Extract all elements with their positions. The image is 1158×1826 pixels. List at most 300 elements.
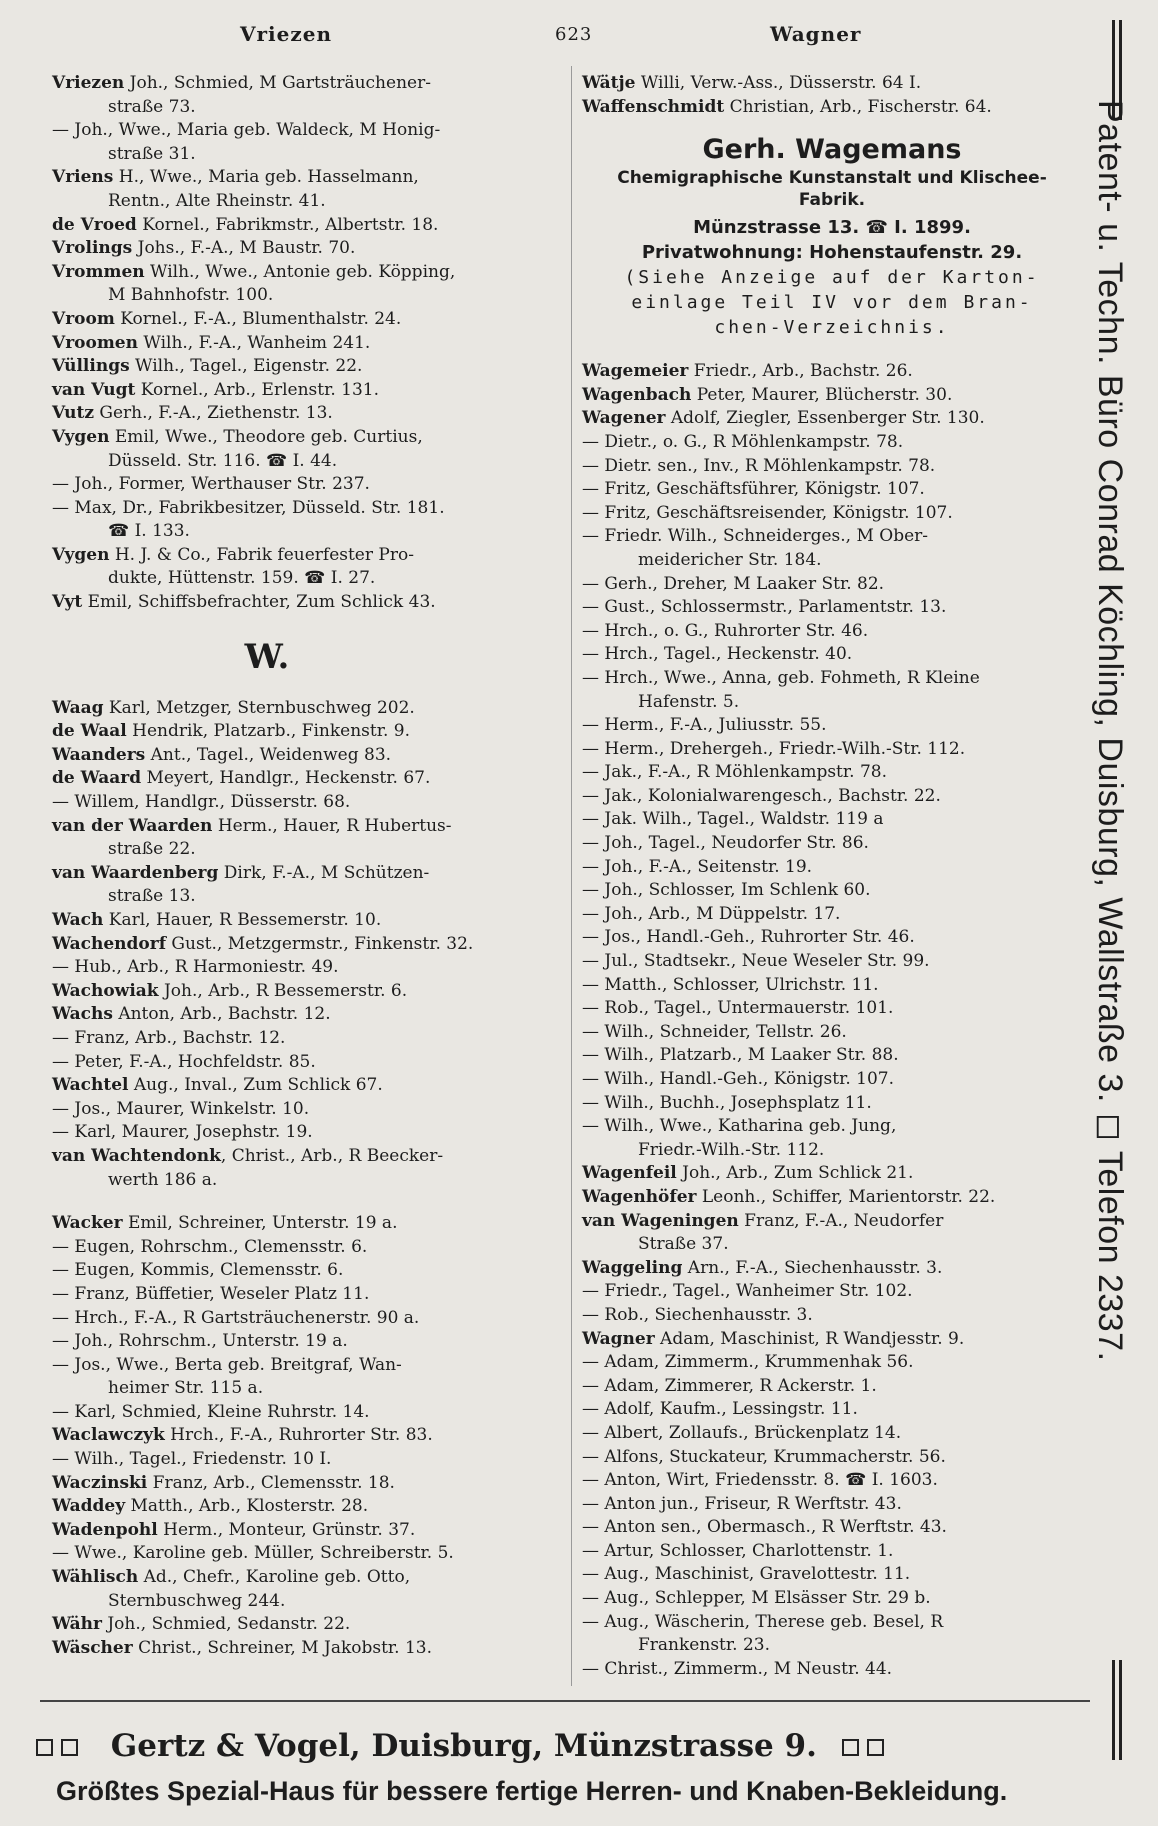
entry-details: — Aug., Maschinist, Gravelottestr. 11. — [582, 1564, 911, 1585]
box-ornament — [36, 1739, 53, 1756]
directory-entry — [582, 1139, 1082, 1163]
entry-surname: Vygen — [52, 426, 110, 447]
entry-details: Willi, Verw.-Ass., Düsserstr. 64 I. — [635, 73, 922, 93]
directory-entry — [52, 1472, 562, 1496]
directory-entry — [52, 1169, 562, 1193]
directory-entry — [582, 808, 1082, 832]
directory-entry — [582, 502, 1082, 526]
entry-details: — Fritz, Geschäftsführer, Königstr. 107. — [582, 479, 925, 500]
running-head-right: Wagner — [770, 22, 862, 46]
entry-surname: Wadenpohl — [52, 1519, 158, 1540]
directory-entry — [582, 879, 1082, 903]
entry-details: — Anton jun., Friseur, R Werftstr. 43. — [582, 1493, 902, 1514]
entry-details: — Jos., Maurer, Winkelstr. 10. — [52, 1098, 310, 1119]
directory-entry — [582, 643, 1082, 667]
directory-entry — [582, 1233, 1082, 1257]
directory-entry — [582, 1115, 1082, 1139]
entry-surname: Waag — [52, 697, 104, 718]
entry-details: — Wilh., Handl.-Geh., Königstr. 107. — [582, 1069, 895, 1089]
entry-details: Peter, Maurer, Blücherstr. 30. — [691, 384, 953, 405]
entry-details: dukte, Hüttenstr. 159. ☎ I. 27. — [108, 568, 376, 589]
entry-surname: van Wachtendonk — [52, 1145, 221, 1166]
entry-details: Emil, Schreiner, Unterstr. 19 a. — [122, 1213, 398, 1234]
entry-surname: Wagenbach — [582, 384, 692, 405]
entry-details: — Wwe., Karoline geb. Müller, Schreiberstr. 5. — [52, 1543, 454, 1564]
entry-details: — Albert, Zollaufs., Brückenplatz 14. — [582, 1422, 902, 1443]
directory-entry — [582, 1563, 1082, 1587]
entry-details: — Hub., Arb., R Harmoniestr. 49. — [52, 957, 339, 978]
entry-details: — Wilh., Buchh., Josephsplatz 11. — [582, 1092, 872, 1113]
entry-details: Johs., F.-A., M Baustr. 70. — [132, 238, 356, 259]
entry-surname: Wagenfeil — [582, 1163, 677, 1184]
box-ornament — [61, 1739, 78, 1756]
entry-details: — Adolf, Kaufm., Lessingstr. 11. — [582, 1399, 858, 1420]
directory-entry — [52, 933, 562, 957]
entry-details: — Joh., Tagel., Neudorfer Str. 86. — [582, 833, 869, 854]
directory-entry — [52, 497, 562, 521]
directory-entry — [582, 360, 1082, 384]
entry-surname: Waffenschmidt — [582, 96, 725, 117]
section-letter: W. — [244, 636, 290, 677]
entry-details: Sternbuschweg 244. — [108, 1590, 286, 1611]
entry-surname: Wachtel — [52, 1075, 129, 1096]
side-advert-text: Patent- u. Techn. Büro Conrad Köchling, Duisburg, Wallstraße 3. ◻ Telefon 2337. — [1091, 100, 1129, 1362]
advert-note: (Siehe Anzeige auf der Karton- — [624, 267, 1040, 289]
entry-details: Joh., Schmied, M Gartsträuchener- — [124, 73, 431, 93]
entry-details: — Wilh., Schneider, Tellstr. 26. — [582, 1021, 847, 1042]
entry-details: — Eugen, Kommis, Clemensstr. 6. — [52, 1260, 344, 1281]
directory-entry — [52, 697, 562, 721]
entry-details: — Max, Dr., Fabrikbesitzer, Düsseld. Str. 181. — [52, 497, 445, 518]
right-column-entries — [582, 360, 1082, 1681]
directory-entry — [582, 1469, 1082, 1493]
directory-entry — [582, 761, 1082, 785]
entry-details: Hendrik, Platzarb., Finkenstr. 9. — [126, 721, 411, 742]
directory-entry — [52, 1354, 562, 1378]
entry-details: — Wilh., Platzarb., M Laaker Str. 88. — [582, 1045, 899, 1066]
entry-surname: Vroomen — [52, 332, 138, 353]
directory-entry — [52, 284, 562, 308]
directory-entry — [582, 1587, 1082, 1611]
entry-surname: Wätje — [582, 73, 636, 93]
directory-entry — [52, 308, 562, 332]
entry-details: — Christ., Zimmerm., M Neustr. 44. — [582, 1658, 893, 1679]
advert-private: Privatwohnung: Hohenstaufenstr. 29. — [641, 242, 1023, 264]
directory-entry — [582, 1493, 1082, 1517]
entry-details: — Jos., Handl.-Geh., Ruhrorter Str. 46. — [582, 927, 915, 948]
right-column — [582, 72, 1082, 1681]
entry-details: — Adam, Zimmerer, R Ackerstr. 1. — [582, 1375, 877, 1396]
directory-entry — [52, 1003, 562, 1027]
entry-details: H., Wwe., Maria geb. Hasselmann, — [113, 167, 419, 188]
directory-entry — [582, 549, 1082, 573]
directory-entry — [582, 478, 1082, 502]
directory-entry — [582, 1351, 1082, 1375]
entry-details: — Karl, Schmied, Kleine Ruhrstr. 14. — [52, 1401, 370, 1422]
entry-details: Franz, F.-A., Neudorfer — [738, 1210, 944, 1231]
entry-details: — Dietr., o. G., R Möhlenkampstr. 78. — [582, 431, 904, 452]
entry-surname: de Waard — [52, 768, 142, 789]
box-ornament — [842, 1739, 859, 1756]
directory-entry — [582, 997, 1082, 1021]
directory-entry — [52, 473, 562, 497]
entry-details: — Joh., Former, Werthauser Str. 237. — [52, 474, 370, 495]
directory-entry — [582, 738, 1082, 762]
entry-surname: Waczinski — [52, 1472, 148, 1493]
entry-surname: van der Waarden — [52, 815, 213, 836]
directory-entry — [52, 1519, 562, 1543]
directory-entry — [52, 355, 562, 379]
directory-entry — [52, 767, 562, 791]
entry-details: — Rob., Tagel., Untermauerstr. 101. — [582, 998, 894, 1019]
entry-details: Rentn., Alte Rheinstr. 41. — [108, 190, 326, 211]
entry-details: — Hrch., o. G., Ruhrorter Str. 46. — [582, 620, 869, 641]
directory-entry — [582, 1021, 1082, 1045]
directory-entry — [582, 525, 1082, 549]
entry-details: , Christ., Arb., R Beecker- — [220, 1145, 444, 1166]
advert-address: Münzstrasse 13. ☎ I. 1899. — [693, 217, 971, 239]
entry-surname: Wach — [52, 910, 104, 930]
entry-surname: Vriens — [52, 167, 114, 188]
entry-details: Wilh., Wwe., Antonie geb. Köpping, — [144, 261, 456, 282]
entry-details: — Jak. Wilh., Tagel., Waldstr. 119 a — [582, 809, 884, 830]
entry-surname: Wachowiak — [52, 980, 159, 1001]
directory-entry — [582, 431, 1082, 455]
directory-entry — [582, 1611, 1082, 1635]
entry-surname: de Waal — [52, 721, 127, 742]
directory-entry — [582, 785, 1082, 809]
entry-details: — Adam, Zimmerm., Krummenhak 56. — [582, 1352, 914, 1373]
entry-details: — Joh., Rohrschm., Unterstr. 19 a. — [52, 1331, 348, 1352]
entry-details: — Friedr., Tagel., Wanheimer Str. 102. — [582, 1281, 913, 1302]
running-head-left: Vriezen — [240, 22, 332, 46]
page-number: 623 — [555, 24, 593, 45]
directory-entry — [582, 1210, 1082, 1234]
directory-entry — [52, 190, 562, 214]
left-column — [52, 72, 562, 1660]
directory-entry — [52, 862, 562, 886]
directory-entry — [582, 667, 1082, 691]
entry-details: Christian, Arb., Fischerstr. 64. — [724, 96, 992, 117]
entry-surname: Vrolings — [52, 238, 133, 259]
directory-entry — [52, 815, 562, 839]
entry-details: — Rob., Siechenhausstr. 3. — [582, 1304, 813, 1325]
entry-details: — Jos., Wwe., Berta geb. Breitgraf, Wan- — [52, 1354, 402, 1375]
directory-entry — [582, 1516, 1082, 1540]
entry-surname: Vriezen — [52, 73, 125, 93]
entry-surname: Wagemeier — [582, 361, 689, 382]
spacer — [52, 1192, 562, 1212]
directory-entry — [52, 119, 562, 143]
entry-surname: Wagner — [582, 1328, 655, 1349]
directory-entry — [52, 450, 562, 474]
directory-entry — [52, 332, 562, 356]
entry-details: Hrch., F.-A., Ruhrorter Str. 83. — [164, 1425, 433, 1446]
directory-entry — [52, 1566, 562, 1590]
entry-details: — Peter, F.-A., Hochfeldstr. 85. — [52, 1051, 316, 1072]
directory-entry — [52, 1590, 562, 1614]
directory-entry — [52, 1236, 562, 1260]
directory-entry — [582, 1634, 1082, 1658]
directory-entry — [582, 1398, 1082, 1422]
entry-surname: Vyt — [52, 592, 83, 613]
entry-details: Adam, Maschinist, R Wandjesstr. 9. — [654, 1328, 965, 1349]
entry-details: Meyert, Handlgr., Heckenstr. 67. — [141, 768, 431, 789]
directory-entry — [52, 567, 562, 591]
entry-details: Herm., Monteur, Grünstr. 37. — [157, 1519, 416, 1540]
directory-entry — [52, 544, 562, 568]
entry-surname: Waclawczyk — [52, 1425, 165, 1446]
entry-details: — Aug., Wäscherin, Therese geb. Besel, R — [582, 1611, 944, 1632]
entry-surname: Vroom — [52, 308, 115, 329]
directory-entry — [582, 903, 1082, 927]
entry-surname: Waanders — [52, 744, 146, 765]
footer-advert-line1 — [36, 1728, 1096, 1764]
entry-surname: Wachs — [52, 1004, 113, 1025]
entry-details: — Anton sen., Obermasch., R Werftstr. 43. — [582, 1517, 947, 1538]
entry-details: Arn., F.-A., Siechenhausstr. 3. — [682, 1257, 943, 1278]
directory-entry — [582, 573, 1082, 597]
footer-advert-line2: Größtes Spezial-Haus für bessere fertige Herren- und Knaben-Bekleidung. — [56, 1776, 1008, 1806]
entry-details: Straße 37. — [638, 1234, 729, 1255]
entry-details: — Franz, Büffetier, Weseler Platz 11. — [52, 1283, 370, 1304]
entry-details: Ad., Chefr., Karoline geb. Otto, — [138, 1567, 411, 1588]
entry-details: — Aug., Schlepper, M Elsässer Str. 29 b. — [582, 1588, 931, 1609]
directory-entry — [582, 1044, 1082, 1068]
entry-details: Aug., Inval., Zum Schlick 67. — [128, 1075, 383, 1096]
entry-details: — Friedr. Wilh., Schneiderges., M Ober- — [582, 526, 929, 547]
directory-entry — [52, 1259, 562, 1283]
entry-details: Christ., Schreiner, M Jakobstr. 13. — [132, 1637, 433, 1658]
directory-entry — [52, 1542, 562, 1566]
entry-details: — Herm., F.-A., Juliusstr. 55. — [582, 715, 827, 736]
advert-subtitle: Chemigraphische Kunstanstalt und Klischee- — [617, 168, 1047, 189]
directory-entry — [582, 974, 1082, 998]
entry-details: — Hrch., Tagel., Heckenstr. 40. — [582, 644, 853, 665]
directory-entry — [52, 1637, 562, 1661]
entry-details: — Anton, Wirt, Friedensstr. 8. ☎ I. 1603. — [582, 1470, 938, 1491]
entry-details: — Willem, Handlgr., Düsserstr. 68. — [52, 792, 351, 813]
entry-details: ☎ I. 133. — [108, 521, 190, 542]
directory-entry — [52, 426, 562, 450]
directory-entry — [582, 96, 1082, 120]
directory-entry — [52, 143, 562, 167]
directory-entry — [582, 714, 1082, 738]
directory-entry — [582, 620, 1082, 644]
entry-details: Ant., Tagel., Weidenweg 83. — [145, 744, 392, 765]
directory-entry — [52, 1448, 562, 1472]
entry-details: straße 22. — [108, 839, 196, 860]
entry-details: H. J. & Co., Fabrik feuerfester Pro- — [109, 544, 414, 565]
entry-surname: van Wageningen — [582, 1210, 739, 1231]
entry-details: — Joh., Arb., M Düppelstr. 17. — [582, 903, 841, 924]
entry-details: straße 31. — [108, 143, 196, 164]
entry-details: Wilh., Tagel., Eigenstr. 22. — [129, 356, 363, 377]
directory-entry — [582, 832, 1082, 856]
directory-entry — [582, 1280, 1082, 1304]
entry-surname: van Vugt — [52, 379, 136, 400]
directory-entry — [52, 1027, 562, 1051]
entry-details: — Franz, Arb., Bachstr. 12. — [52, 1027, 286, 1048]
entry-details: M Bahnhofstr. 100. — [108, 285, 274, 306]
directory-entry — [52, 1212, 562, 1236]
entry-details: — Herm., Drehergeh., Friedr.-Wilh.-Str. 112. — [582, 738, 966, 759]
entry-details: Düsseld. Str. 116. ☎ I. 44. — [108, 450, 338, 471]
entry-details: Karl, Metzger, Sternbuschweg 202. — [103, 697, 415, 718]
entry-details: — Wilh., Wwe., Katharina geb. Jung, — [582, 1116, 897, 1137]
entry-surname: van Waardenberg — [52, 862, 219, 883]
directory-entry — [52, 1401, 562, 1425]
directory-entry — [52, 1424, 562, 1448]
directory-entry — [52, 1145, 562, 1169]
directory-entry — [582, 1375, 1082, 1399]
advert-subtitle-2: Fabrik. — [798, 190, 866, 211]
entry-surname: Wäscher — [52, 1637, 133, 1658]
entry-details: straße 13. — [108, 886, 196, 907]
directory-entry — [582, 691, 1082, 715]
footer-rule — [40, 1700, 1090, 1702]
directory-entry — [52, 1307, 562, 1331]
entry-details: — Dietr. sen., Inv., R Möhlenkampstr. 78. — [582, 455, 936, 476]
entry-surname: Vrommen — [52, 261, 145, 282]
directory-entry — [582, 1328, 1082, 1352]
box-ornament — [867, 1739, 884, 1756]
entry-details: — Hrch., F.-A., R Gartsträuchenerstr. 90 a. — [52, 1307, 420, 1328]
directory-entry — [582, 1304, 1082, 1328]
entry-details: — Jak., F.-A., R Möhlenkampstr. 78. — [582, 762, 887, 783]
directory-entry — [52, 379, 562, 403]
directory-entry — [52, 1613, 562, 1637]
entry-details: Gerh., F.-A., Ziethenstr. 13. — [93, 403, 333, 424]
entry-surname: Wacker — [52, 1213, 123, 1234]
entry-details: Herm., Hauer, R Hubertus- — [212, 815, 452, 836]
entry-details: — Karl, Maurer, Josephstr. 19. — [52, 1122, 313, 1143]
directory-entry — [52, 72, 562, 96]
entry-details: Hafenstr. 5. — [638, 691, 740, 712]
directory-entry — [582, 1257, 1082, 1281]
entry-surname: de Vroed — [52, 214, 137, 235]
entry-details: — Hrch., Wwe., Anna, geb. Fohmeth, R Kleine — [582, 667, 980, 688]
entry-details: Leonh., Schiffer, Marientorstr. 22. — [696, 1186, 996, 1207]
entry-surname: Währ — [52, 1614, 102, 1635]
directory-entry — [582, 455, 1082, 479]
directory-entry — [52, 720, 562, 744]
entry-details: Matth., Arb., Klosterstr. 28. — [125, 1496, 369, 1517]
directory-entry — [52, 1283, 562, 1307]
entry-surname: Wählisch — [52, 1567, 139, 1588]
directory-entry — [52, 1330, 562, 1354]
directory-entry — [582, 384, 1082, 408]
entry-details: Kornel., F.-A., Blumenthalstr. 24. — [114, 308, 402, 329]
directory-entry — [52, 791, 562, 815]
directory-entry — [582, 1162, 1082, 1186]
directory-entry — [52, 96, 562, 120]
directory-entry — [52, 1051, 562, 1075]
advert-note: einlage Teil IV vor dem Bran- — [631, 292, 1033, 314]
directory-entry — [52, 980, 562, 1004]
directory-entry — [582, 72, 1082, 96]
directory-entry — [582, 1658, 1082, 1682]
entry-details: — Gerh., Dreher, M Laaker Str. 82. — [582, 573, 885, 594]
entry-details: — Fritz, Geschäftsreisender, Königstr. 107. — [582, 502, 953, 523]
directory-entry — [52, 909, 562, 933]
entry-details: heimer Str. 115 a. — [108, 1378, 264, 1399]
entry-details: — Jak., Kolonialwarengesch., Bachstr. 22. — [582, 785, 941, 806]
directory-entry — [52, 166, 562, 190]
entry-details: Joh., Arb., R Bessemerstr. 6. — [158, 980, 408, 1001]
entry-details: Friedr.-Wilh.-Str. 112. — [638, 1139, 825, 1160]
advert-note: chen-Verzeichnis. — [714, 317, 950, 339]
column-divider — [571, 66, 572, 1686]
directory-entry — [52, 1074, 562, 1098]
entry-details: Joh., Schmied, Sedanstr. 22. — [101, 1614, 351, 1635]
directory-entry — [52, 520, 562, 544]
directory-entry — [582, 1186, 1082, 1210]
entry-surname: Vüllings — [52, 356, 130, 377]
directory-entry — [52, 214, 562, 238]
entry-surname: Wagener — [582, 408, 666, 429]
directory-entry — [52, 1121, 562, 1145]
directory-entry — [52, 838, 562, 862]
entry-details: Joh., Arb., Zum Schlick 21. — [676, 1163, 914, 1184]
entry-details: Anton, Arb., Bachstr. 12. — [112, 1004, 331, 1025]
directory-entry — [52, 402, 562, 426]
directory-entry — [52, 1098, 562, 1122]
directory-entry — [52, 744, 562, 768]
entry-surname: Vutz — [52, 403, 94, 424]
directory-entry — [52, 1495, 562, 1519]
entry-details: Gust., Metzgermstr., Finkenstr. 32. — [166, 933, 474, 954]
directory-entry — [582, 950, 1082, 974]
directory-entry — [52, 591, 562, 615]
directory-entry — [52, 956, 562, 980]
entry-surname: Waggeling — [582, 1257, 683, 1278]
entry-details: Kornel., Arb., Erlenstr. 131. — [135, 379, 379, 400]
directory-entry — [52, 885, 562, 909]
right-column-top — [582, 72, 1082, 119]
entry-details: Dirk, F.-A., M Schützen- — [218, 862, 430, 883]
entry-details: — Joh., Wwe., Maria geb. Waldeck, M Honig- — [52, 120, 441, 141]
advert-name: Gerh. Wagemans — [702, 134, 962, 166]
entry-details: — Artur, Schlosser, Charlottenstr. 1. — [582, 1540, 894, 1561]
entry-surname: Wachendorf — [52, 933, 167, 954]
entry-details: Adolf, Ziegler, Essenberger Str. 130. — [665, 408, 985, 429]
entry-details: Wilh., F.-A., Wanheim 241. — [138, 332, 371, 353]
entry-surname: Vygen — [52, 544, 110, 565]
directory-entry — [582, 856, 1082, 880]
entry-details: — Wilh., Tagel., Friedenstr. 10 I. — [52, 1449, 332, 1470]
directory-entry — [582, 407, 1082, 431]
advertisement-wagemans — [582, 133, 1082, 340]
entry-surname: Wagenhöfer — [582, 1186, 697, 1207]
directory-entry — [52, 1377, 562, 1401]
entry-details: — Matth., Schlosser, Ulrichstr. 11. — [582, 974, 879, 995]
entry-details: — Alfons, Stuckateur, Krummacherstr. 56. — [582, 1446, 946, 1467]
directory-entry — [52, 237, 562, 261]
directory-entry — [582, 1092, 1082, 1116]
entry-details: — Joh., Schlosser, Im Schlenk 60. — [582, 880, 871, 901]
entry-details: Emil, Wwe., Theodore geb. Curtius, — [109, 426, 423, 447]
entry-details: — Joh., F.-A., Seitenstr. 19. — [582, 856, 813, 877]
entry-details: straße 73. — [108, 96, 196, 117]
entry-details: Franz, Arb., Clemensstr. 18. — [147, 1472, 395, 1493]
entry-details: Friedr., Arb., Bachstr. 26. — [688, 361, 913, 382]
directory-entry — [582, 596, 1082, 620]
entry-details: meidericher Str. 184. — [638, 549, 822, 570]
entry-details: — Gust., Schlossermstr., Parlamentstr. 13. — [582, 597, 947, 618]
directory-entry — [582, 1068, 1082, 1092]
entry-details: Karl, Hauer, R Bessemerstr. 10. — [103, 910, 382, 930]
